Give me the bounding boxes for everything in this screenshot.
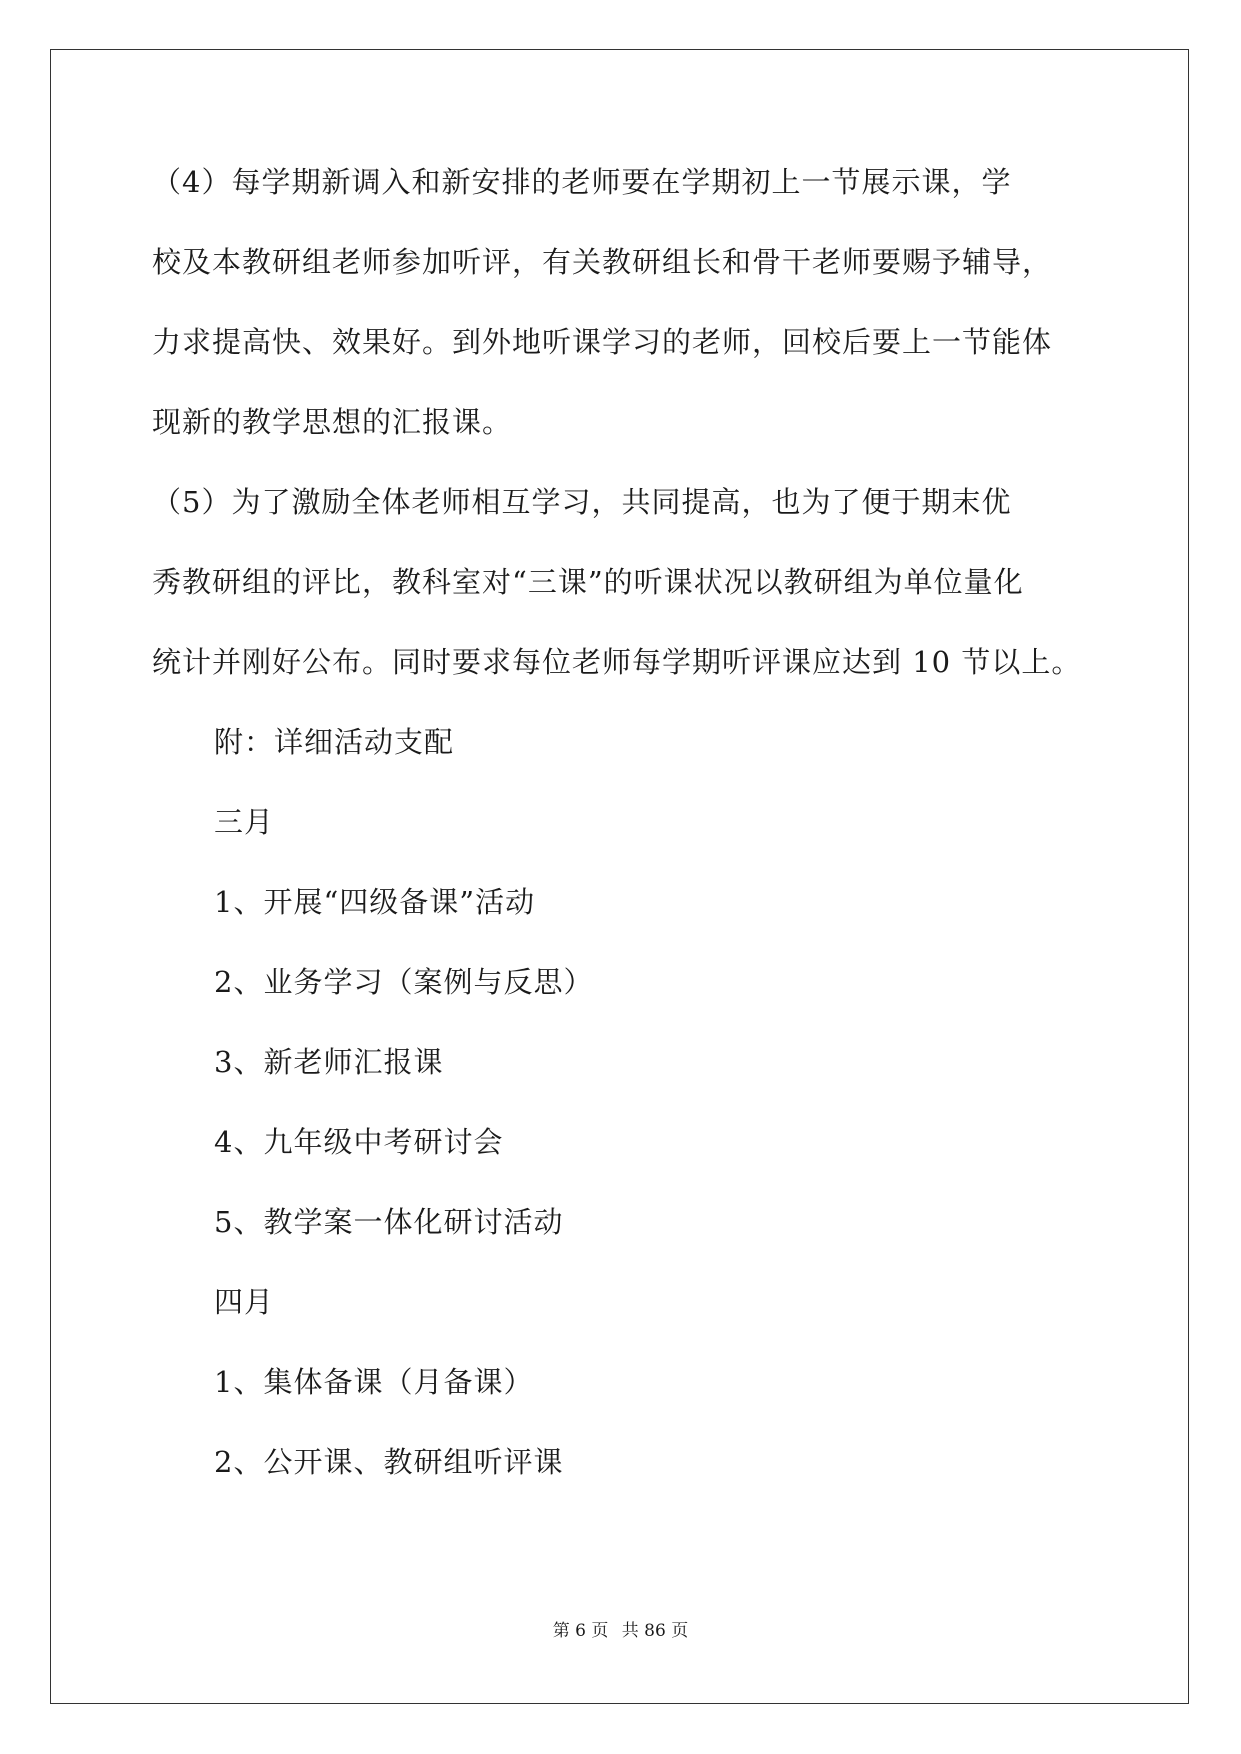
total-pages: 共 86 页 xyxy=(621,1621,689,1641)
list-item: 1、集体备课（月备课） xyxy=(214,1365,534,1399)
paragraph-4-line-4: 现新的教学思想的汇报课。 xyxy=(152,405,513,439)
paragraph-4-line-1: （4）每学期新调入和新安排的老师要在学期初上一节展示课，学 xyxy=(152,165,1012,199)
list-item: 5、教学案一体化研讨活动 xyxy=(214,1205,564,1239)
paragraph-4-line-2: 校及本教研组老师参加听评，有关教研组长和骨干老师要赐予辅导， xyxy=(152,245,1053,279)
month-heading-april: 四月 xyxy=(214,1285,275,1319)
paragraph-5-line-1: （5）为了激励全体老师相互学习，共同提高，也为了便于期末优 xyxy=(152,485,1012,519)
paragraph-5-line-3: 统计并刚好公布。同时要求每位老师每学期听评课应达到 10 节以上。 xyxy=(152,645,1082,679)
page-number: 第 6 页 xyxy=(552,1621,609,1641)
paragraph-4-line-3: 力求提高快、效果好。到外地听课学习的老师，回校后要上一节能体 xyxy=(152,325,1053,359)
paragraph-5-line-2: 秀教研组的评比，教科室对“三课”的听课状况以教研组为单位量化 xyxy=(152,565,1024,599)
list-item: 2、业务学习（案例与反思） xyxy=(214,965,594,999)
list-item: 3、新老师汇报课 xyxy=(214,1045,444,1079)
page-footer xyxy=(0,1616,1241,1641)
month-heading-march: 三月 xyxy=(214,805,275,839)
list-item: 2、公开课、教研组听评课 xyxy=(214,1445,564,1479)
appendix-title: 附：详细活动支配 xyxy=(214,725,455,759)
list-item: 4、九年级中考研讨会 xyxy=(214,1125,504,1159)
list-item: 1、开展“四级备课”活动 xyxy=(214,885,536,919)
